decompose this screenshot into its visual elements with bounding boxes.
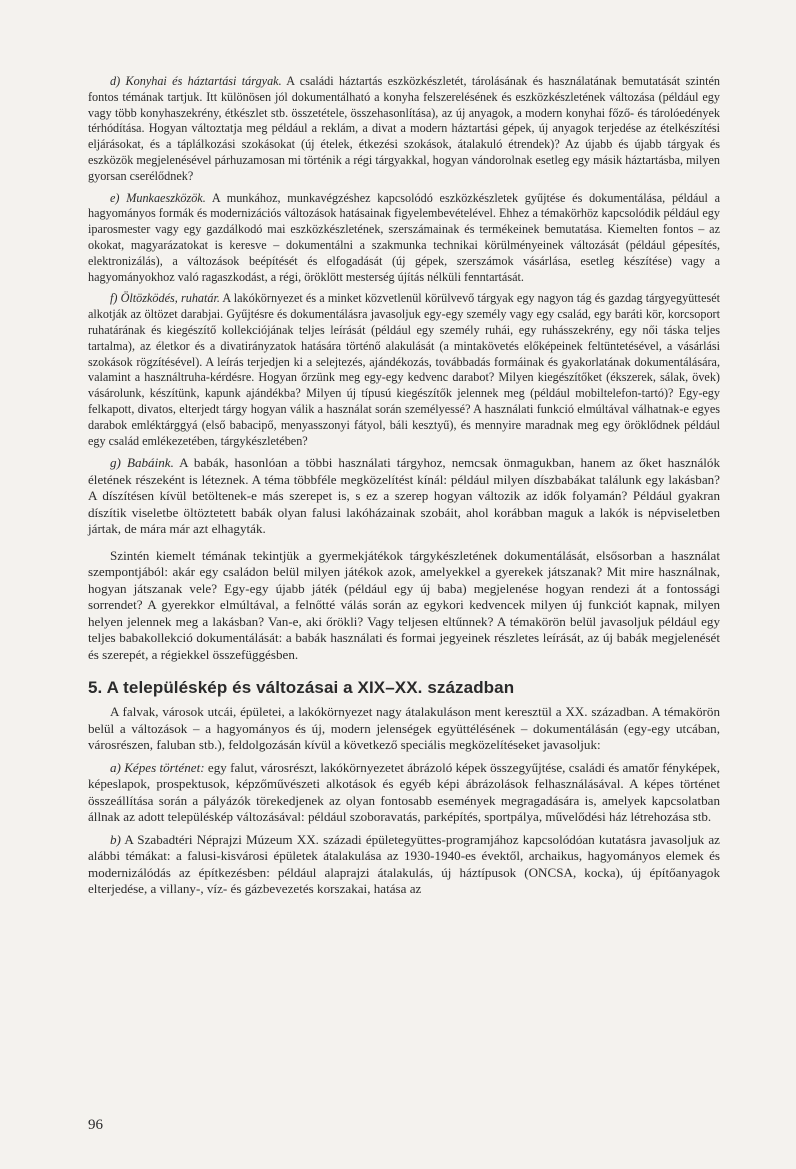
paragraph-lead: d) Konyhai és háztartási tárgyak. (110, 74, 282, 88)
page-number: 96 (88, 1117, 103, 1133)
text-column (88, 74, 720, 898)
paragraph-clothing (88, 291, 720, 449)
paragraph-toys: Szintén kiemelt témának tekintjük a gyermekjátékok tárgykészletének dokumentálását, elsősorban a használat szempontjából: akár egy családon belül milyen játékok azok, amelyekkel a gyerekek játszanak? Mit mire használnak, hogyan játszanak vele? Egy-egy újabb játék (például egy új baba) megjelenése hogyan rendezi át a fontossági sorrendet? A gyerekkor elmúltával, a felnőtté válás során az egykori kedvencek milyen új funkciót kapnak, milyen helyen jelennek meg a lakásban? Van-e, aki őrökli? Vagy teljesen eltűnnek? A témakörön belül javasoljuk például egy teljes babakollekció dokumentálását: a babák használati és formai jegyeinek részletes leírását, az új babák megjelenését és szerepét, a régiekkel összefüggésben. (88, 547, 720, 662)
paragraph-lead: g) Babáink. (110, 455, 174, 471)
paragraph-body: A babák, hasonlóan a többi használati tárgyhoz, nemcsak önmagukban, hanem az őket használók életének részeként is léteznek. A téma többféle megközelítést kínál: például milyen díszbabákat találunk egy lakásban? A díszítésen kívül betöltenek-e más szerepet is, s ez a szerep hogyan változik az idők folyamán? Például gyakran díszítik viseletbe öltöztetett babák olyan falusi lakóházainak szobáit, ahol korábban maguk a lakók is népviseletben jártak, de mára már azt elhagyták. (88, 455, 720, 537)
paragraph-open-air-museum (88, 832, 720, 898)
paragraph-lead: a) Képes történet: (110, 759, 205, 775)
paragraph-lead: e) Munkaeszközök. (110, 190, 206, 205)
paragraph-body: A lakókörnyezet és a minket közvetlenül körülvevő tárgyak egy nagyon tág és gazdag tárgyegyüttesét alkotják az öltözet darabjai. Gyűjtésre és dokumentálásra javasoljuk egy-egy személy vagy egy család, egy baráti kör, korcsoport ruhatárának és kiegészítő kollekciójának teljes leírását (például egy személy ruhái, egy ruhásszekrény, egy női táska teljes tartalma), az életkor és a divatirányzatok hatására történő alakulását (a mintakövetés előképeinek feltüntetésével, a vásárlási szokások rögzítésével). A leírás terjedjen ki a selejtezés, ajándékozás, továbbadás formáinak és gyakorlatának dokumentálására, valamint a használtruha-kérdésre. Hogyan őrzünk meg egy-egy kedvenc darabot? Milyen kiegészítőket (ékszerek, sálak, övek) vásárolunk, készítünk, kapunk ajándékba? Milyen új típusú kiegészítők jelennek meg (például mobiltelefon-tartó)? Egy-egy felkapott, divatos, elterjedt tárgy hogyan válik a használat során személyessé? A használati funkció elmúltával válhatnak-e egyes darabok emléktárggyá (első babacipő, menyasszonyi fátyol, báli kesztyű), és mennyire maradnak meg egy öröklődnek például egy család emlékezetében, tárgykészletében? (88, 291, 721, 448)
section-heading: 5. A településkép és változásai a XIX–XX. században (88, 678, 515, 698)
paragraph-work-tools (88, 191, 720, 286)
paragraph-lead: b) (110, 831, 121, 847)
paragraph-body: A munkához, munkavégzéshez kapcsolódó eszközkészletek gyűjtése és dokumentálása, például a hagyományos formák és modernizációs változások hatásainak figyelembevételével. Ehhez a témakörhöz kapcsolódik például egy iparosmester vagy egy gazdálkodó mai eszközkészletének, szerszámainak és termékeinek bemutatása. Kiemelten fontos – az okokat, magyarázatokat is keresve – dokumentálni a szakmunka technikai körülményeinek változását (például gépesítés, elektronizálás), a változások beépítését és elfogadását (új gépek, szerszámok vásárlása, esetleg készítése) vagy a hagyományokhoz való ragaszkodást, a régi, öröklött mesterség újítás nélküli fenntartását. (88, 190, 720, 284)
paragraph-body: A Szabadtéri Néprajzi Múzeum XX. századi épületegyüttes-programjához kapcsolódóan kutatásra javasoljuk az alábbi témákat: a falusi-kisvárosi épületek átalakulása az 1930-1940-es évektől, archaikus, hagyományos elemek és modernizálódás az építkezésben: például alaprajzi átalakulás, új háztípusok (ONCSA, kocka), új építőanyagok elterjedése, a villany-, víz- és gázbevezetés korszakai, hatása az (88, 831, 720, 897)
paragraph-picture-story (88, 760, 720, 826)
paragraph-body: A családi háztartás eszközkészletét, tárolásának és használatának bemutatását szintén fontos témának tartjuk. Itt különösen jól dokumentálható a konyha felszerelésének és eszközkészletének változása (például egy vagy több konyhaszekrény, étkészlet stb. összetétele, összehasonlítása), az új anyagok, a modern konyhai főző- és tárolóedények térhódítása. Hogyan változtatja meg például a reklám, a divat a modern háztartási gépek, új anyagok terjedése az ételkészítési eljárásokat, és a táplálkozási szokásokat (új ételek, étkezési szokások, átalakuló étrendek)? Az újabb és újabb tárgyak és eszközök megjelenésével párhuzamosan mi történik a régi tárgyakkal, hogyan vándorolnak esetleg egy másik háztartásba, milyen gyorsan cserélődnek? (88, 74, 720, 183)
paragraph-lead: f) Öltözködés, ruhatár. (110, 291, 220, 306)
paragraph-dolls (88, 455, 720, 538)
paragraph-body: egy falut, városrészt, lakókörnyezetet ábrázoló képek összegyűjtése, családi és amatőr fényképek, képeslapok, prospektusok, képzőművészeti alkotások és egyéb képi ábrázolások felhasználásával. A képes történet összeállítása során a pályázók törekedjenek az olyan fontosabb események megragadására is, amelyek kapcsolatban állnak az adott településkép változásával: például szoboravatás, parképítés, sportpálya, művelődési ház létrehozása stb. (88, 759, 721, 825)
paragraph-section-intro: A falvak, városok utcái, épületei, a lakókörnyezet nagy átalakuláson ment keresztül a XX. században. A témakörön belül a változások – a hagyományos és új, modern jelenségek együttélésének – dokumentálásán (egy-egy utcában, városrészen, faluban stb.), feldolgozásán kívül a következő speciális megközelítéseket javasoljuk: (88, 704, 720, 753)
paragraph-kitchen-items (88, 74, 720, 185)
